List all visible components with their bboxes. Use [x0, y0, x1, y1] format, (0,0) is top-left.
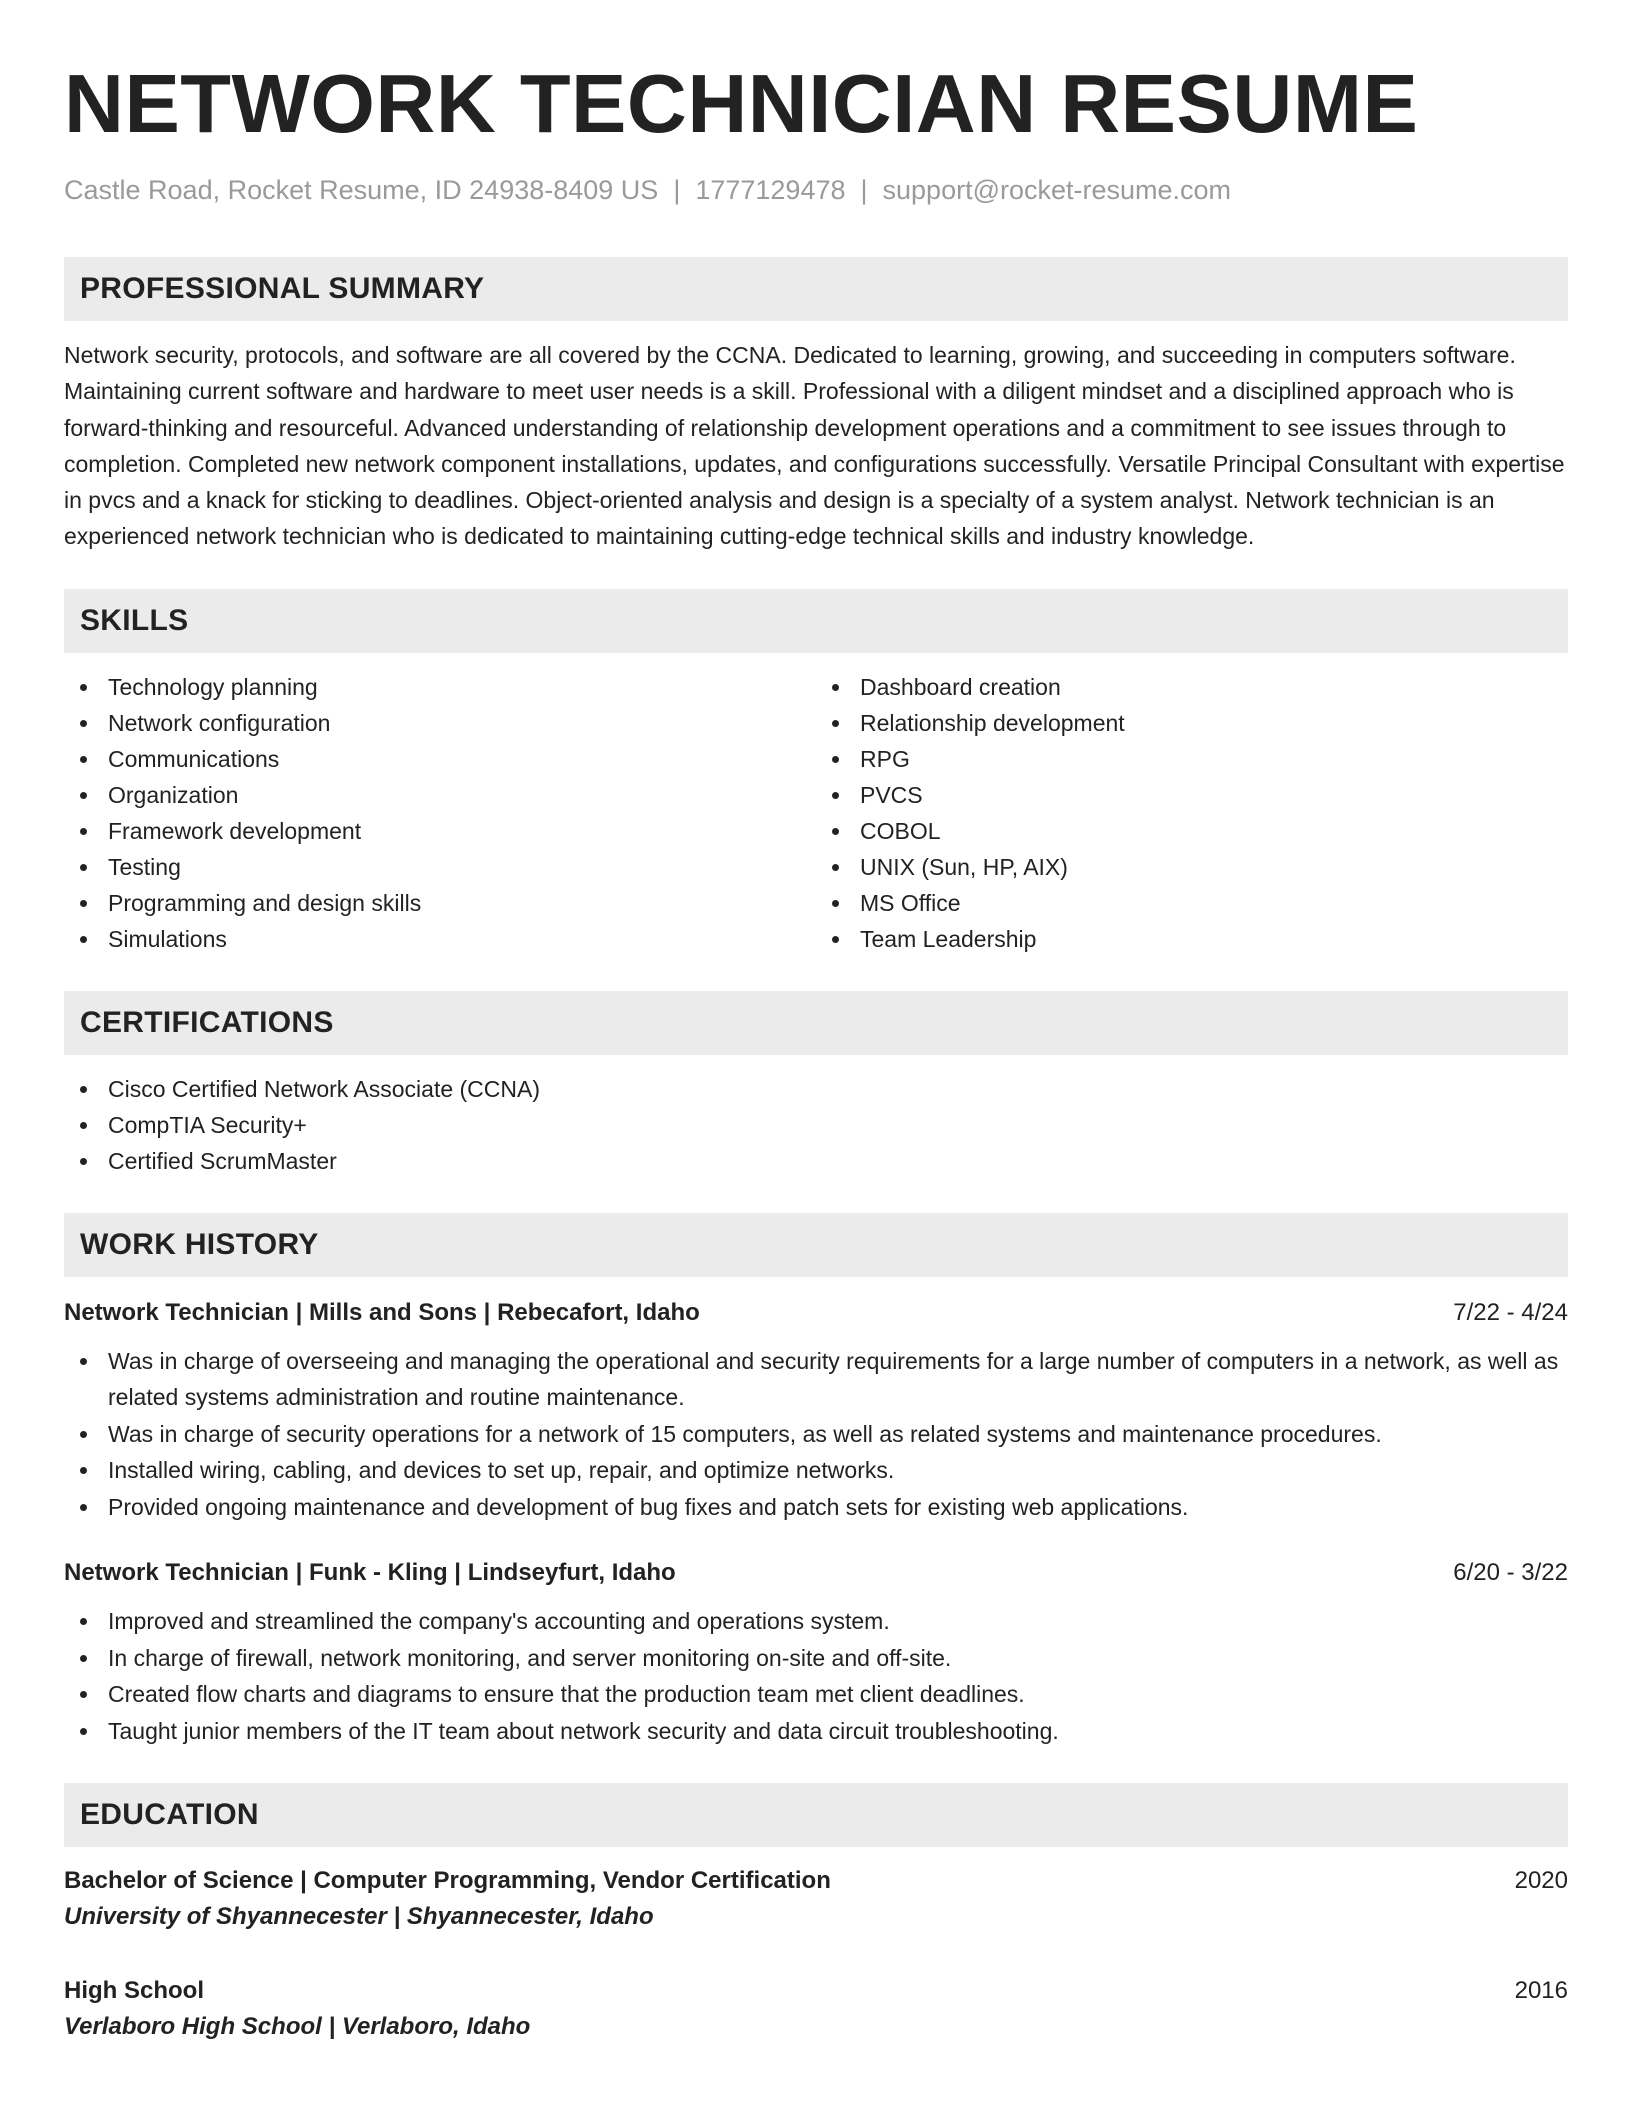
job-bullets: [64, 1343, 1568, 1526]
skill-item: Framework development: [64, 813, 816, 849]
job-title: Network Technician | Funk - Kling | Lindseyfurt, Idaho: [64, 1559, 676, 1587]
page-title: NETWORK TECHNICIAN RESUME: [64, 57, 1419, 150]
job-bullet: Taught junior members of the IT team about network security and data circuit troubleshooting.: [64, 1713, 1568, 1750]
education-entry: [64, 1973, 1568, 2045]
skill-item: Relationship development: [816, 705, 1568, 741]
job-dates: 7/22 - 4/24: [1453, 1298, 1568, 1326]
skill-item: Dashboard creation: [816, 669, 1568, 705]
summary-text: Network security, protocols, and software are all covered by the CCNA. Dedicated to learning, growing, and succeeding in computers software. Maintaining current software and hardware to meet user needs is a skill. Professional with a diligent mindset and a disciplined approach who is forward-thinking and resourceful. Advanced understanding of relationship development operations and a commitment to see issues through to completion. Completed new network component installations, updates, and configurations successfully. Versatile Principal Consultant with expertise in pvcs and a knack for sticking to deadlines. Object-oriented analysis and design is a specialty of a system analyst. Network technician is an experienced network technician who is dedicated to maintaining cutting-edge technical skills and industry knowledge.: [64, 342, 1565, 550]
skill-item: Technology planning: [64, 669, 816, 705]
job-dates: 6/20 - 3/22: [1453, 1559, 1568, 1587]
section-heading-work-history: WORK HISTORY: [64, 1213, 1568, 1277]
job-title: Network Technician | Mills and Sons | Rebecafort, Idaho: [64, 1298, 700, 1326]
job-bullet: Was in charge of overseeing and managing the operational and security requirements for a large number of computers in a network, as well as related systems administration and routine maintenance.: [64, 1343, 1568, 1416]
certification-item: Certified ScrumMaster: [64, 1143, 1568, 1179]
skill-item: Team Leadership: [816, 921, 1568, 957]
job-bullets: [64, 1603, 1568, 1749]
contact-address: Castle Road, Rocket Resume, ID 24938-8409 US: [64, 175, 659, 205]
job-bullet: Was in charge of security operations for a network of 15 computers, as well as related systems and maintenance procedures.: [64, 1416, 1568, 1453]
education-school: Verlaboro High School | Verlaboro, Idaho: [64, 2013, 531, 2041]
contact-phone: 1777129478: [695, 175, 846, 205]
skill-item: Communications: [64, 741, 816, 777]
contact-separator: |: [860, 175, 868, 205]
skill-item: UNIX (Sun, HP, AIX): [816, 849, 1568, 885]
job-entry: [64, 1295, 1568, 1526]
section-heading-summary: PROFESSIONAL SUMMARY: [64, 257, 1568, 321]
education-degree: High School: [64, 1977, 204, 2005]
job-bullet: Created flow charts and diagrams to ensure that the production team met client deadlines.: [64, 1676, 1568, 1713]
skills-list-right: [816, 669, 1568, 957]
skill-item: MS Office: [816, 885, 1568, 921]
skills-columns: [64, 669, 1568, 957]
job-bullet: Provided ongoing maintenance and development of bug fixes and patch sets for existing web applications.: [64, 1489, 1568, 1526]
education-degree: Bachelor of Science | Computer Programming, Vendor Certification: [64, 1867, 831, 1895]
education-entry: [64, 1863, 1568, 1935]
skill-item: Network configuration: [64, 705, 816, 741]
education-school: University of Shyannecester | Shyannecester, Idaho: [64, 1903, 654, 1931]
contact-line: [64, 173, 1568, 207]
education-year: 2020: [1514, 1867, 1568, 1895]
section-heading-certifications: CERTIFICATIONS: [64, 991, 1568, 1055]
job-bullet: In charge of firewall, network monitoring, and server monitoring on-site and off-site.: [64, 1640, 1568, 1677]
skill-item: RPG: [816, 741, 1568, 777]
certification-item: CompTIA Security+: [64, 1107, 1568, 1143]
certifications-list: [64, 1071, 1568, 1179]
job-bullet: Improved and streamlined the company's accounting and operations system.: [64, 1603, 1568, 1640]
skill-item: Testing: [64, 849, 816, 885]
job-header: [64, 1295, 1568, 1331]
skills-list-left: [64, 669, 816, 957]
skill-item: Programming and design skills: [64, 885, 816, 921]
section-heading-skills: SKILLS: [64, 589, 1568, 653]
skill-item: COBOL: [816, 813, 1568, 849]
job-header: [64, 1555, 1568, 1591]
skill-item: Simulations: [64, 921, 816, 957]
certification-item: Cisco Certified Network Associate (CCNA): [64, 1071, 1568, 1107]
contact-email: support@rocket-resume.com: [882, 175, 1232, 205]
skill-item: Organization: [64, 777, 816, 813]
education-year: 2016: [1514, 1977, 1568, 2005]
education-header: [64, 1973, 1568, 2009]
skill-item: PVCS: [816, 777, 1568, 813]
section-heading-education: EDUCATION: [64, 1783, 1568, 1847]
job-entry: [64, 1555, 1568, 1749]
job-bullet: Installed wiring, cabling, and devices to set up, repair, and optimize networks.: [64, 1452, 1568, 1489]
contact-separator: |: [673, 175, 681, 205]
education-header: [64, 1863, 1568, 1899]
